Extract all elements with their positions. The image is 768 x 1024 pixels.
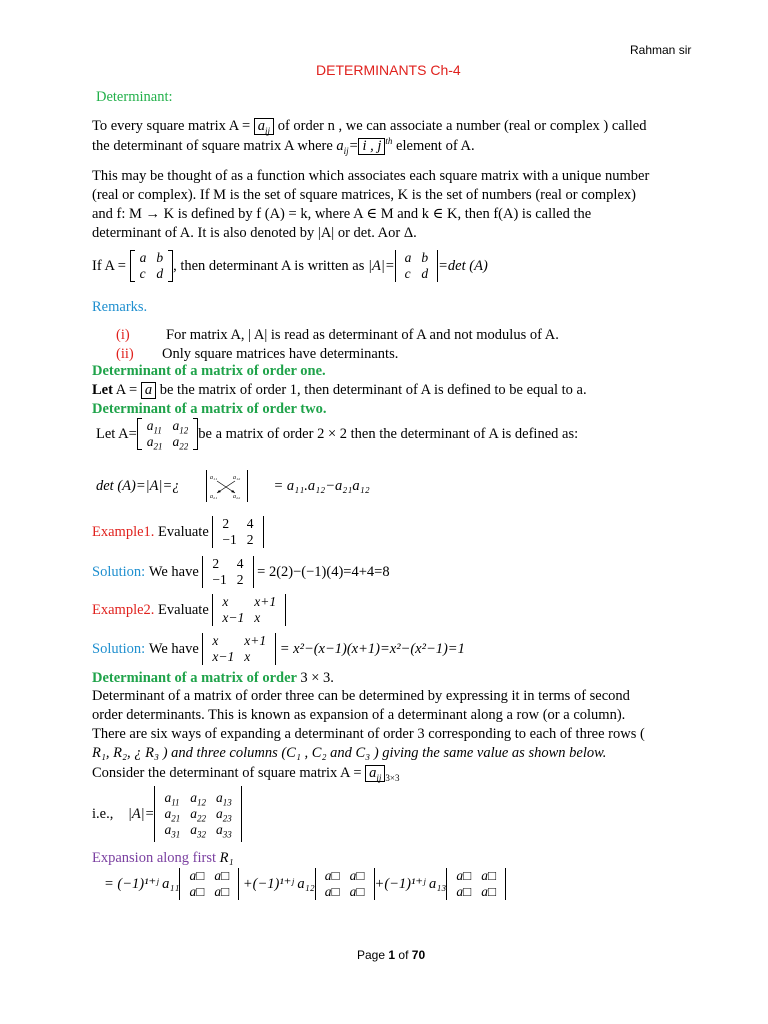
- matrix-abcd: a b c d: [130, 250, 174, 282]
- minor-1: a□ a□ a□ a□: [179, 868, 239, 900]
- det-3x3-line: i.e., |A|= $a_{11}$ $a_{12}$ $a_{13}$ $a_{21}$ $a_{22}$ $a_{23}$ $a_{31}$ $a_{32}$ $a_{33}$: [92, 786, 242, 842]
- order-three-paragraph: Determinant of a matrix of order three can be determined by expressing it in terms of second order determinants. This is known as expansion of a determinant along a row (or a column). There are six ways of expanding a determinant of order 3 corresponding to each of three rows ( R₁, R₂, ¿ R₃ ) and three columns (C₁ , C₂ and C₃ ) giving the same value as shown below.: [92, 688, 645, 761]
- expansion-heading: Expansion along first R₁: [92, 850, 234, 866]
- minor-2: a□ a□ a□ a□: [315, 868, 375, 900]
- example1-determinant: 2 4 −1 2: [212, 516, 263, 548]
- solution1-determinant: 2 4 −1 2: [202, 556, 253, 588]
- solution-1: Solution: We have 2 4 −1 2 = 2(2)−(−1)(4)=4+4=8: [92, 556, 390, 587]
- example-1: Example1. Evaluate 2 4 −1 2: [92, 516, 264, 548]
- order-one-definition: Let A = a be the matrix of order 1, then determinant of A is defined to be equal to a.: [92, 382, 587, 398]
- order-two-definition: Let A= $a_{11}$ $a_{12}$ $a_{21}$ $a_{22}$ be a matrix of order 2 × 2 then the determinant of A is defined as:: [96, 418, 579, 452]
- page-title: DETERMINANTS Ch-4: [316, 62, 461, 78]
- cross-multiplication-diagram: [206, 470, 248, 502]
- order-two-heading: Determinant of a matrix of order two.: [92, 401, 327, 417]
- example2-determinant: x x+1 x−1 x: [212, 594, 286, 626]
- page-footer: Page 1 of 70: [357, 948, 426, 962]
- expansion-formula: = (−1)¹⁺ʲ a₁₁ a□ a□ a□ a□ +(−1)¹⁺ʲ a₁₂ a□ a□ a□ a□ +(−1)¹⁺ʲ a₁₃ a□ a□ a□ a□: [104, 868, 506, 900]
- svg-text:a₁₂: a₁₂: [232, 475, 240, 481]
- order-three-heading: Determinant of a matrix of order 3 × 3.: [92, 670, 334, 686]
- if-matrix-line: If A = a b c d , then determinant A is written as |A|= a b c d =det (A): [92, 250, 488, 281]
- determinant-3x3: $a_{11}$ $a_{12}$ $a_{13}$ $a_{21}$ $a_{22}$ $a_{23}$ $a_{31}$ $a_{32}$ $a_{33}$: [154, 786, 241, 842]
- svg-text:a₂₂: a₂₂: [232, 494, 240, 500]
- determinant-abcd: a b c d: [395, 250, 439, 282]
- consider-line: Consider the determinant of square matrix $A = a_{ij}$ $_{3\times 3}$: [92, 765, 400, 783]
- example-2: Example2. Evaluate x x+1 x−1 x: [92, 594, 286, 626]
- aij-bracket: $a_{ij}$: [254, 118, 274, 135]
- solution-2: Solution: We have x x+1 x−1 x = x²−(x−1)(x+1)=x²−(x²−1)=1: [92, 633, 465, 664]
- definition-line-1: To every square matrix $A = a_{ij}$ of order n , we can associate a number (real or complex ) called: [92, 118, 647, 136]
- function-paragraph: This may be thought of as a function which associates each square matrix with a unique number (real or complex). If M is the set of square matrices, K is the set of numbers (real or complex) and f: M → K is defined by f (A) = k, where A ∈ M and k ∈ K, then f(A) is called the determinant of A. It is also denoted by |A| or det. Aor Δ.: [92, 168, 650, 241]
- remarks-heading: Remarks.: [92, 299, 148, 315]
- matrix-a11-a22: $a_{11}$ $a_{12}$ $a_{21}$ $a_{22}$: [137, 418, 199, 450]
- author-label: Rahman sir: [630, 43, 692, 57]
- svg-text:a₁₁: a₁₁: [209, 475, 217, 481]
- minor-3: a□ a□ a□ a□: [446, 868, 506, 900]
- solution2-determinant: x x+1 x−1 x: [202, 633, 276, 665]
- order-one-heading: Determinant of a matrix of order one.: [92, 363, 326, 379]
- definition-line-2: the determinant of square matrix A where $a_{ij}= i$ , j $^{th}$ element of A.: [92, 136, 475, 156]
- remark-item-2: (ii) Only square matrices have determinants.: [116, 346, 399, 362]
- determinant-heading: Determinant:: [96, 89, 173, 105]
- det-definition-formula: det (A)=|A|=¿ a₁₁ a₁₂ a₂₁ a₂₂ = a₁₁.a₁₂−a₂₁a₁₂: [96, 470, 370, 502]
- remark-item-1: (i) For matrix A, | A| is read as determinant of A and not modulus of A.: [116, 327, 559, 343]
- svg-text:a₂₁: a₂₁: [209, 494, 217, 500]
